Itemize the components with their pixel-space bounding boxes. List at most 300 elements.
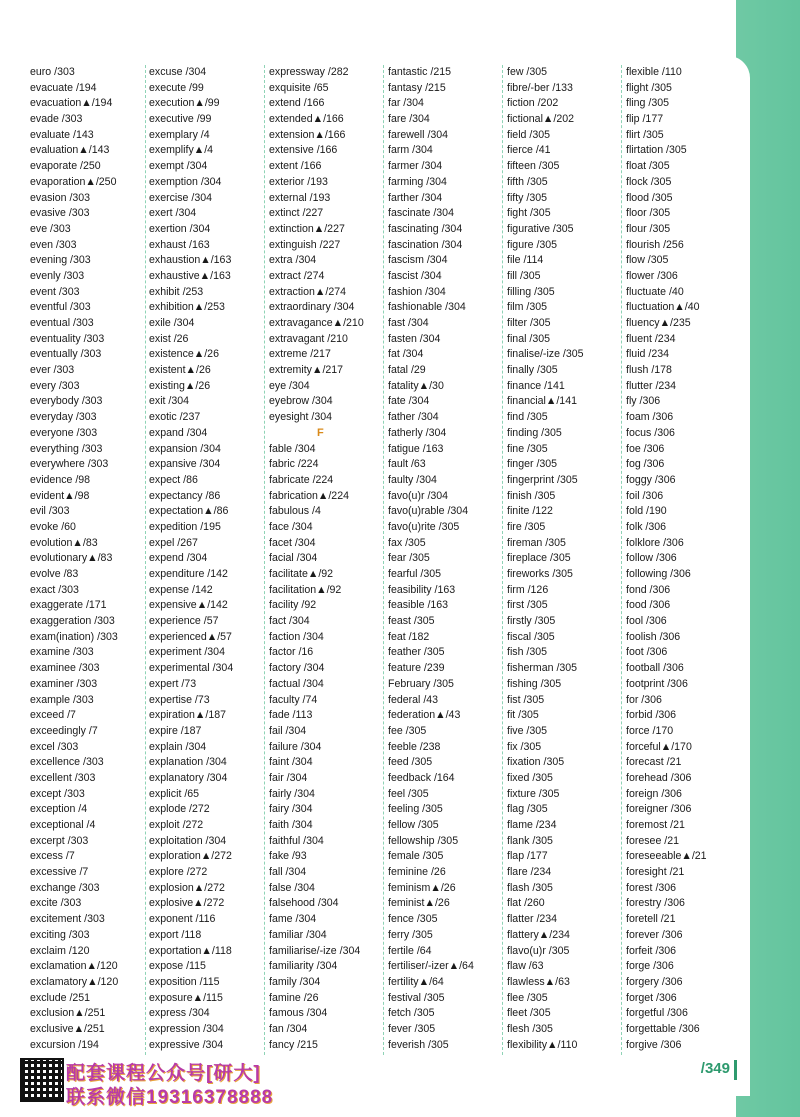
- word-entry: feverish /305: [388, 1038, 449, 1051]
- word-entry: even /303: [30, 238, 77, 251]
- word-entry: fatality▲/30: [388, 379, 444, 392]
- word-entry: fool /306: [626, 615, 667, 628]
- word-entry: evolutionary▲/83: [30, 552, 113, 565]
- word-entry: feminism▲/26: [388, 881, 456, 894]
- word-entry: extravagant /210: [269, 332, 348, 345]
- word-entry: favo(u)rite /305: [388, 520, 460, 533]
- word-entry: execution▲/99: [149, 97, 220, 110]
- word-entry: evenly /303: [30, 269, 85, 282]
- word-entry: file /114: [507, 254, 544, 267]
- word-entry: everybody /303: [30, 395, 103, 408]
- word-entry: excel /303: [30, 740, 79, 753]
- word-entry: forget /306: [626, 991, 677, 1004]
- word-entry: farming /304: [388, 175, 447, 188]
- word-entry: father /304: [388, 411, 439, 424]
- word-entry: flood /305: [626, 191, 673, 204]
- word-entry: evidence /98: [30, 473, 91, 486]
- word-entry: exclaim /120: [30, 944, 90, 957]
- word-entry: fellow /305: [388, 819, 439, 831]
- word-entry: fist /305: [507, 693, 545, 706]
- word-entry: fibre/-ber /133: [507, 81, 573, 94]
- word-entry: expensive▲/142: [149, 599, 228, 612]
- word-entry: fence /305: [388, 913, 438, 926]
- word-entry: fetch /305: [388, 1007, 435, 1020]
- word-entry: eye /304: [269, 379, 310, 392]
- word-entry: exploit /272: [149, 819, 204, 831]
- word-entry: fertility▲/64: [388, 975, 444, 988]
- word-entry: factual /304: [269, 677, 324, 690]
- word-entry: evaluation▲/143: [30, 144, 110, 157]
- word-entry: flawless▲/63: [507, 975, 570, 988]
- word-entry: existing▲/26: [149, 379, 211, 392]
- word-entry: flirtation /305: [626, 144, 687, 157]
- word-column-5: [507, 65, 625, 1053]
- word-entry: fascist /304: [388, 269, 442, 282]
- word-entry: fade /113: [269, 709, 313, 722]
- word-entry: experiment /304: [149, 646, 225, 659]
- word-entry: explode /272: [149, 803, 210, 816]
- word-entry: evaporation▲/250: [30, 175, 117, 188]
- word-entry: flight /305: [626, 81, 672, 94]
- word-entry: fixation /305: [507, 756, 565, 769]
- word-entry: fiscal /305: [507, 630, 555, 643]
- word-entry: fabulous /4: [269, 505, 321, 518]
- word-entry: fate /304: [388, 395, 430, 408]
- word-entry: examine /303: [30, 646, 94, 659]
- word-entry: firm /126: [507, 583, 549, 596]
- word-entry: fix /305: [507, 740, 542, 753]
- word-entry: fishing /305: [507, 677, 562, 690]
- word-entry: field /305: [507, 128, 550, 141]
- word-entry: except /303: [30, 787, 85, 800]
- word-column-2: [149, 65, 267, 1053]
- word-entry: existence▲/26: [149, 348, 219, 361]
- word-entry: footprint /306: [626, 677, 688, 690]
- column-divider: [264, 65, 265, 1055]
- word-entry: fond /306: [626, 583, 671, 596]
- word-entry: forbid /306: [626, 709, 677, 722]
- word-entry: exposure▲/115: [149, 991, 223, 1004]
- word-entry: family /304: [269, 975, 321, 988]
- word-entry: flash /305: [507, 881, 553, 894]
- word-entry: fatal /29: [388, 364, 426, 377]
- word-entry: foolish /306: [626, 630, 681, 643]
- word-entry: forceful▲/170: [626, 740, 692, 753]
- word-entry: fascinate /304: [388, 207, 454, 220]
- qr-code-icon: [20, 1058, 64, 1102]
- word-entry: foam /306: [626, 411, 674, 424]
- word-entry: first /305: [507, 599, 548, 612]
- word-entry: final /305: [507, 332, 550, 345]
- word-entry: fixture /305: [507, 787, 560, 800]
- word-entry: evacuate /194: [30, 81, 97, 94]
- word-entry: exemplary /4: [149, 128, 210, 141]
- word-entry: forestry /306: [626, 897, 685, 910]
- word-entry: foremost /21: [626, 819, 685, 831]
- word-entry: fatigue /163: [388, 442, 444, 455]
- word-entry: flow /305: [626, 254, 669, 267]
- word-entry: exhaustion▲/163: [149, 254, 232, 267]
- word-entry: explosive▲/272: [149, 897, 225, 910]
- word-entry: fearful /305: [388, 568, 442, 580]
- word-entry: forecast /21: [626, 756, 682, 769]
- word-entry: expense /142: [149, 583, 213, 596]
- word-entry: expend /304: [149, 552, 208, 565]
- word-entry: exam(ination) /303: [30, 630, 118, 643]
- word-entry: eventful /303: [30, 301, 91, 314]
- word-entry: eyebrow /304: [269, 395, 333, 408]
- word-entry: folk /306: [626, 520, 667, 533]
- word-entry: fabricate /224: [269, 473, 334, 486]
- word-entry: filter /305: [507, 317, 551, 329]
- word-entry: exaggerate /171: [30, 599, 107, 612]
- word-entry: few /305: [507, 66, 548, 78]
- word-entry: fatherly /304: [388, 426, 447, 439]
- word-entry: fasten /304: [388, 332, 441, 345]
- word-entry: exclusion▲/251: [30, 1007, 106, 1020]
- word-entry: eventual /303: [30, 317, 94, 329]
- word-entry: excessive /7: [30, 866, 89, 879]
- word-entry: examinee /303: [30, 662, 100, 675]
- word-entry: fluency▲/235: [626, 317, 691, 329]
- word-entry: forgive /306: [626, 1038, 682, 1051]
- word-entry: faithful /304: [269, 834, 324, 847]
- word-entry: fabric /224: [269, 458, 319, 471]
- word-entry: fascinating /304: [388, 222, 463, 235]
- word-entry: evening /303: [30, 254, 91, 267]
- page-number: /349: [700, 1060, 730, 1077]
- word-entry: explain /304: [149, 740, 207, 753]
- word-entry: forever /306: [626, 928, 683, 941]
- word-entry: five /305: [507, 724, 548, 737]
- word-entry: flatter /234: [507, 913, 558, 926]
- word-entry: flirt /305: [626, 128, 664, 141]
- word-entry: forgetful /306: [626, 1007, 688, 1020]
- word-entry: evolve /83: [30, 568, 79, 580]
- word-entry: financial▲/141: [507, 395, 577, 408]
- word-entry: eve /303: [30, 222, 71, 235]
- word-entry: foreign /306: [626, 787, 682, 800]
- word-entry: fair /304: [269, 771, 308, 784]
- word-entry: fairly /304: [269, 787, 315, 800]
- word-entry: fall /304: [269, 866, 307, 879]
- word-entry: fisherman /305: [507, 662, 578, 675]
- word-entry: far /304: [388, 97, 424, 110]
- word-entry: everyone /303: [30, 426, 98, 439]
- word-entry: fiction /202: [507, 97, 559, 110]
- word-entry: feminist▲/26: [388, 897, 450, 910]
- word-entry: flip /177: [626, 113, 664, 126]
- word-column-3: [269, 65, 387, 1053]
- word-entry: flesh /305: [507, 1022, 553, 1035]
- word-entry: fog /306: [626, 458, 665, 471]
- word-entry: fold /190: [626, 505, 667, 518]
- word-entry: flavo(u)r /305: [507, 944, 570, 957]
- word-entry: feather /305: [388, 646, 445, 659]
- word-entry: flame /234: [507, 819, 557, 831]
- word-entry: evoke /60: [30, 520, 76, 533]
- word-entry: extent /166: [269, 160, 322, 173]
- word-entry: exhibit /253: [149, 285, 204, 298]
- word-entry: exempt /304: [149, 160, 208, 173]
- word-entry: eventually /303: [30, 348, 102, 361]
- word-entry: fight /305: [507, 207, 551, 220]
- word-entry: face /304: [269, 520, 313, 533]
- word-entry: existent▲/26: [149, 364, 211, 377]
- word-entry: excuse /304: [149, 66, 207, 78]
- word-entry: February /305: [388, 677, 454, 690]
- word-entry: execute /99: [149, 81, 204, 94]
- word-entry: every /303: [30, 379, 80, 392]
- word-entry: figure /305: [507, 238, 558, 251]
- word-column-4: [388, 65, 506, 1053]
- word-entry: factor /16: [269, 646, 314, 659]
- page-number-bar: [734, 1060, 737, 1080]
- word-entry: eyesight /304: [269, 411, 333, 424]
- word-entry: fascination /304: [388, 238, 463, 251]
- word-column-1: [30, 65, 148, 1053]
- word-entry: firstly /305: [507, 615, 556, 628]
- word-entry: familiarise/-ize /304: [269, 944, 361, 957]
- word-entry: fantasy /215: [388, 81, 446, 94]
- word-entry: experimental /304: [149, 662, 234, 675]
- word-entry: facet /304: [269, 536, 316, 549]
- word-entry: fifth /305: [507, 175, 548, 188]
- word-entry: extraordinary /304: [269, 301, 355, 314]
- word-entry: float /305: [626, 160, 670, 173]
- word-entry: fable /304: [269, 442, 316, 455]
- word-entry: flare /234: [507, 866, 552, 879]
- word-entry: exact /303: [30, 583, 79, 596]
- word-entry: extinct /227: [269, 207, 324, 220]
- word-entry: flour /305: [626, 222, 671, 235]
- word-entry: fax /305: [388, 536, 426, 549]
- word-entry: forgery /306: [626, 975, 683, 988]
- column-divider: [502, 65, 503, 1055]
- word-entry: exception /4: [30, 803, 88, 816]
- word-entry: feast /305: [388, 615, 435, 628]
- word-entry: exemption /304: [149, 175, 222, 188]
- word-entry: expose /115: [149, 960, 206, 973]
- word-entry: exquisite /65: [269, 81, 329, 94]
- word-entry: flower /306: [626, 269, 678, 282]
- word-entry: familiar /304: [269, 928, 327, 941]
- word-entry: folklore /306: [626, 536, 684, 549]
- word-entry: everything /303: [30, 442, 103, 455]
- word-entry: finance /141: [507, 379, 565, 392]
- word-entry: favo(u)rable /304: [388, 505, 469, 518]
- word-entry: explanatory /304: [149, 771, 228, 784]
- word-entry: factory /304: [269, 662, 325, 675]
- word-entry: feat /182: [388, 630, 430, 643]
- word-entry: eventuality /303: [30, 332, 105, 345]
- word-entry: fake /93: [269, 850, 307, 863]
- word-entry: expert /73: [149, 677, 197, 690]
- word-entry: exponent /116: [149, 913, 216, 926]
- word-entry: exclamatory▲/120: [30, 975, 119, 988]
- word-entry: experience /57: [149, 615, 219, 628]
- word-entry: failure /304: [269, 740, 322, 753]
- word-entry: exhaustive▲/163: [149, 269, 231, 282]
- word-entry: fluctuate /40: [626, 285, 684, 298]
- word-entry: exclusive▲/251: [30, 1022, 105, 1035]
- word-entry: feminine /26: [388, 866, 446, 879]
- word-entry: exhaust /163: [149, 238, 210, 251]
- word-entry: evasive /303: [30, 207, 90, 220]
- word-entry: exit /304: [149, 395, 190, 408]
- word-entry: expect /86: [149, 473, 198, 486]
- page-number-value: 349: [704, 1060, 730, 1077]
- word-entry: everywhere /303: [30, 458, 109, 471]
- word-index: [30, 65, 740, 1055]
- word-entry: expression /304: [149, 1022, 224, 1035]
- word-entry: exchange /303: [30, 881, 100, 894]
- column-divider: [145, 65, 146, 1055]
- word-entry: evolution▲/83: [30, 536, 98, 549]
- word-entry: exemplify▲/4: [149, 144, 214, 157]
- word-entry: evil /303: [30, 505, 70, 518]
- word-entry: feedback /164: [388, 771, 455, 784]
- word-entry: explore /272: [149, 866, 208, 879]
- word-entry: explicit /65: [149, 787, 200, 800]
- word-entry: faith /304: [269, 819, 313, 831]
- word-entry: exportation▲/118: [149, 944, 232, 957]
- word-entry: fish /305: [507, 646, 548, 659]
- word-entry: federal /43: [388, 693, 439, 706]
- word-entry: extensive /166: [269, 144, 338, 157]
- word-entry: feel /305: [388, 787, 429, 800]
- word-entry: faculty /74: [269, 693, 318, 706]
- section-letter: F: [317, 426, 324, 439]
- word-entry: ferry /305: [388, 928, 433, 941]
- word-entry: example /303: [30, 693, 94, 706]
- word-entry: export /118: [149, 928, 202, 941]
- word-entry: feed /305: [388, 756, 433, 769]
- word-entry: foreigner /306: [626, 803, 692, 816]
- word-entry: flush /178: [626, 364, 672, 377]
- word-entry: food /306: [626, 599, 671, 612]
- word-entry: evaporate /250: [30, 160, 101, 173]
- word-entry: finish /305: [507, 489, 556, 502]
- word-entry: exciting /303: [30, 928, 90, 941]
- word-entry: euro /303: [30, 66, 75, 78]
- word-entry: fly /306: [626, 395, 661, 408]
- word-entry: fact /304: [269, 615, 310, 628]
- word-entry: finite /122: [507, 505, 553, 518]
- word-entry: exposition /115: [149, 975, 220, 988]
- word-entry: experienced▲/57: [149, 630, 232, 643]
- word-entry: fling /305: [626, 97, 669, 110]
- word-entry: flexible /110: [626, 66, 682, 78]
- word-entry: fashion /304: [388, 285, 446, 298]
- word-entry: extremity▲/217: [269, 364, 344, 377]
- word-entry: filling /305: [507, 285, 555, 298]
- word-entry: fire /305: [507, 520, 546, 533]
- word-entry: evident▲/98: [30, 489, 90, 502]
- word-entry: fan /304: [269, 1022, 308, 1035]
- word-entry: exploration▲/272: [149, 850, 232, 863]
- word-entry: evade /303: [30, 113, 83, 126]
- word-entry: excitement /303: [30, 913, 105, 926]
- word-entry: evacuation▲/194: [30, 97, 113, 110]
- word-entry: flee /305: [507, 991, 548, 1004]
- word-entry: flourish /256: [626, 238, 684, 251]
- word-entry: fame /304: [269, 913, 317, 926]
- word-entry: flank /305: [507, 834, 553, 847]
- word-entry: forfeit /306: [626, 944, 677, 957]
- word-entry: feeble /238: [388, 740, 441, 753]
- word-entry: event /303: [30, 285, 80, 298]
- word-entry: focus /306: [626, 426, 675, 439]
- word-entry: exclamation▲/120: [30, 960, 118, 973]
- word-entry: festival /305: [388, 991, 445, 1004]
- word-entry: fever /305: [388, 1022, 436, 1035]
- word-entry: floor /305: [626, 207, 671, 220]
- word-entry: flutter /234: [626, 379, 677, 392]
- word-entry: expel /267: [149, 536, 198, 549]
- word-entry: expenditure /142: [149, 568, 228, 580]
- word-entry: figurative /305: [507, 222, 574, 235]
- word-entry: extreme /217: [269, 348, 331, 361]
- word-entry: fairy /304: [269, 803, 313, 816]
- word-entry: finding /305: [507, 426, 562, 439]
- word-entry: fancy /215: [269, 1038, 318, 1051]
- word-entry: fluent /234: [626, 332, 676, 345]
- word-entry: farm /304: [388, 144, 433, 157]
- word-entry: federation▲/43: [388, 709, 461, 722]
- word-entry: film /305: [507, 301, 548, 314]
- word-entry: fast /304: [388, 317, 429, 329]
- word-column-6: [626, 65, 744, 1053]
- word-entry: forest /306: [626, 881, 677, 894]
- word-entry: extension▲/166: [269, 128, 346, 141]
- word-entry: fit /305: [507, 709, 539, 722]
- word-entry: forge /306: [626, 960, 674, 973]
- word-entry: finalise/-ize /305: [507, 348, 584, 361]
- word-entry: flexibility▲/110: [507, 1038, 578, 1051]
- word-entry: fail /304: [269, 724, 307, 737]
- word-entry: for /306: [626, 693, 662, 706]
- word-entry: fascism /304: [388, 254, 448, 267]
- word-entry: fireworks /305: [507, 568, 573, 580]
- word-entry: fluid /234: [626, 348, 669, 361]
- word-entry: extinguish /227: [269, 238, 341, 251]
- word-entry: foresee /21: [626, 834, 680, 847]
- word-entry: finally /305: [507, 364, 558, 377]
- word-entry: false /304: [269, 881, 315, 894]
- word-entry: extract /274: [269, 269, 325, 282]
- column-divider: [383, 65, 384, 1055]
- word-entry: expire /187: [149, 724, 202, 737]
- word-entry: expand /304: [149, 426, 208, 439]
- word-entry: excerpt /303: [30, 834, 89, 847]
- word-entry: forehead /306: [626, 771, 692, 784]
- word-entry: facial /304: [269, 552, 318, 565]
- word-entry: force /170: [626, 724, 674, 737]
- word-entry: falsehood /304: [269, 897, 339, 910]
- word-entry: famous /304: [269, 1007, 328, 1020]
- word-entry: flag /305: [507, 803, 548, 816]
- word-entry: farewell /304: [388, 128, 449, 141]
- word-entry: forgettable /306: [626, 1022, 700, 1035]
- word-entry: exclude /251: [30, 991, 91, 1004]
- word-entry: evaluate /143: [30, 128, 94, 141]
- word-entry: fare /304: [388, 113, 430, 126]
- word-entry: examiner /303: [30, 677, 98, 690]
- word-entry: foe /306: [626, 442, 665, 455]
- word-entry: football /306: [626, 662, 684, 675]
- word-entry: flattery▲/234: [507, 928, 570, 941]
